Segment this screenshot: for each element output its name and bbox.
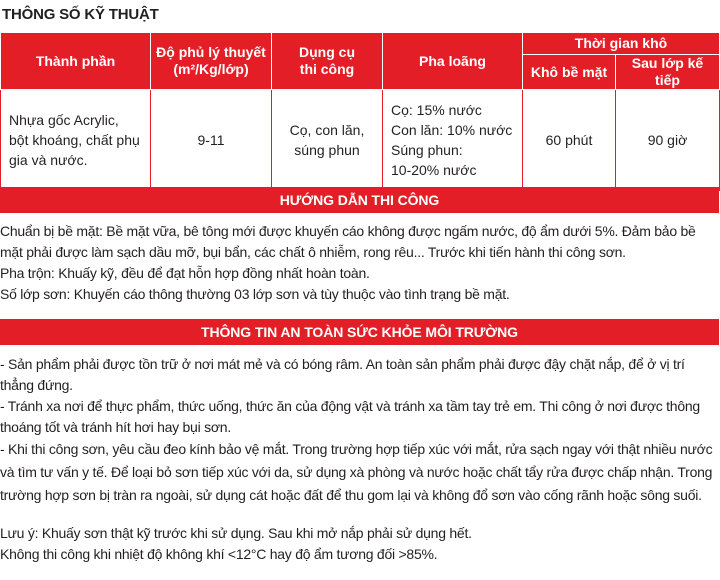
huong-dan-paragraph: Chuẩn bị bề mặt: Bề mặt vữa, bê tông mới được khuyến cáo không được ngấm nước, độ ẩm dưới 5%. Đảm bảo bề mặt phải được làm sạch dầu mỡ, bụi bẩn, các chất ô nhiễm, rong rêu... Trước khi tiến hành thi công sơn. — [0, 223, 696, 260]
luu-y-content — [0, 523, 718, 565]
cell-thanh-phan: Nhựa gốc Acrylic, bột khoáng, chất phụ gia và nước. — [1, 90, 151, 191]
an-toan-content — [0, 354, 718, 507]
cell-pha-loang — [383, 90, 523, 191]
header-pha-loang: Pha loãng — [383, 33, 523, 90]
header-do-phu-line2: (m²/Kg/lớp) — [173, 61, 249, 77]
header-dung-cu-line1: Dụng cụ — [299, 44, 355, 60]
header-dung-cu — [272, 33, 383, 90]
spec-header-row — [1, 33, 720, 55]
pha-loang-line: Cọ: 15% nước — [391, 102, 482, 118]
cell-dung-cu: Cọ, con lăn, súng phun — [272, 90, 383, 191]
luu-y-line: Không thi công khi nhiệt độ không khí <12°C hay độ ẩm tương đối >85%. — [0, 546, 438, 562]
pha-loang-line: 10-20% nước — [391, 162, 477, 178]
heading-an-toan-suc-khoe: THÔNG TIN AN TOÀN SỨC KHỎE MÔI TRƯỜNG — [0, 319, 719, 345]
header-do-phu — [151, 33, 272, 90]
header-sau-lop-ke-tiep: Sau lớp kế tiếp — [616, 55, 720, 90]
pha-loang-line: Súng phun: — [391, 142, 463, 158]
header-kho-be-mat: Khô bề mặt — [523, 55, 616, 90]
luu-y-line: Lưu ý: Khuấy sơn thật kỹ trước khi sử dụng. Sau khi mở nắp phải sử dụng hết. — [0, 525, 472, 541]
header-thoi-gian-kho: Thời gian khô — [523, 33, 720, 55]
an-toan-item: - Khi thi công sơn, yêu cầu đeo kính bảo vệ mắt. Trong trường hợp tiếp xúc với mắt, rửa sạch ngay với thật nhiều nước và tìm tư vấn y tế. Để loại bỏ sơn tiếp xúc với da, sử dụng xà phòng và nước hoặc chất tẩy rửa được chấp nhận. Trong trường hợp sơn bị tràn ra ngoài, sử dụng cát hoặc đất để thu gom lại và không đổ sơn vào cống rãnh hoặc sông suối. — [0, 441, 713, 503]
heading-huong-dan-thi-cong: HƯỚNG DẪN THI CÔNG — [0, 187, 719, 213]
huong-dan-paragraph: Số lớp sơn: Khuyến cáo thông thường 03 lớp sơn và tùy thuộc vào tình trạng bề mặt. — [0, 286, 510, 302]
cell-sau-lop-ke-tiep: 90 giờ — [616, 90, 720, 191]
huong-dan-content — [0, 221, 718, 305]
spec-table — [0, 32, 720, 191]
spec-data-row — [1, 90, 720, 191]
cell-kho-be-mat: 60 phút — [523, 90, 616, 191]
section-title-thong-so: THÔNG SỐ KỸ THUẬT — [2, 6, 159, 23]
cell-do-phu: 9-11 — [151, 90, 272, 191]
header-dung-cu-line2: thi công — [299, 61, 355, 77]
an-toan-item: - Tránh xa nơi để thực phẩm, thức uống, thức ăn của động vật và tránh xa tầm tay trẻ em. Thi công ở nơi được thông thoáng tốt và tránh hít hơi hay bụi sơn. — [0, 398, 700, 435]
huong-dan-paragraph: Pha trộn: Khuấy kỹ, đều để đạt hỗn hợp đồng nhất hoàn toàn. — [0, 265, 370, 281]
an-toan-item: - Sản phẩm phải được tồn trữ ở nơi mát mẻ và có bóng râm. An toàn sản phẩm phải được đậy chặt nắp, để ở vị trí thẳng đứng. — [0, 356, 685, 393]
pha-loang-line: Con lăn: 10% nước — [391, 122, 513, 138]
header-thanh-phan: Thành phần — [1, 33, 151, 90]
header-do-phu-line1: Độ phủ lý thuyết — [156, 44, 266, 60]
